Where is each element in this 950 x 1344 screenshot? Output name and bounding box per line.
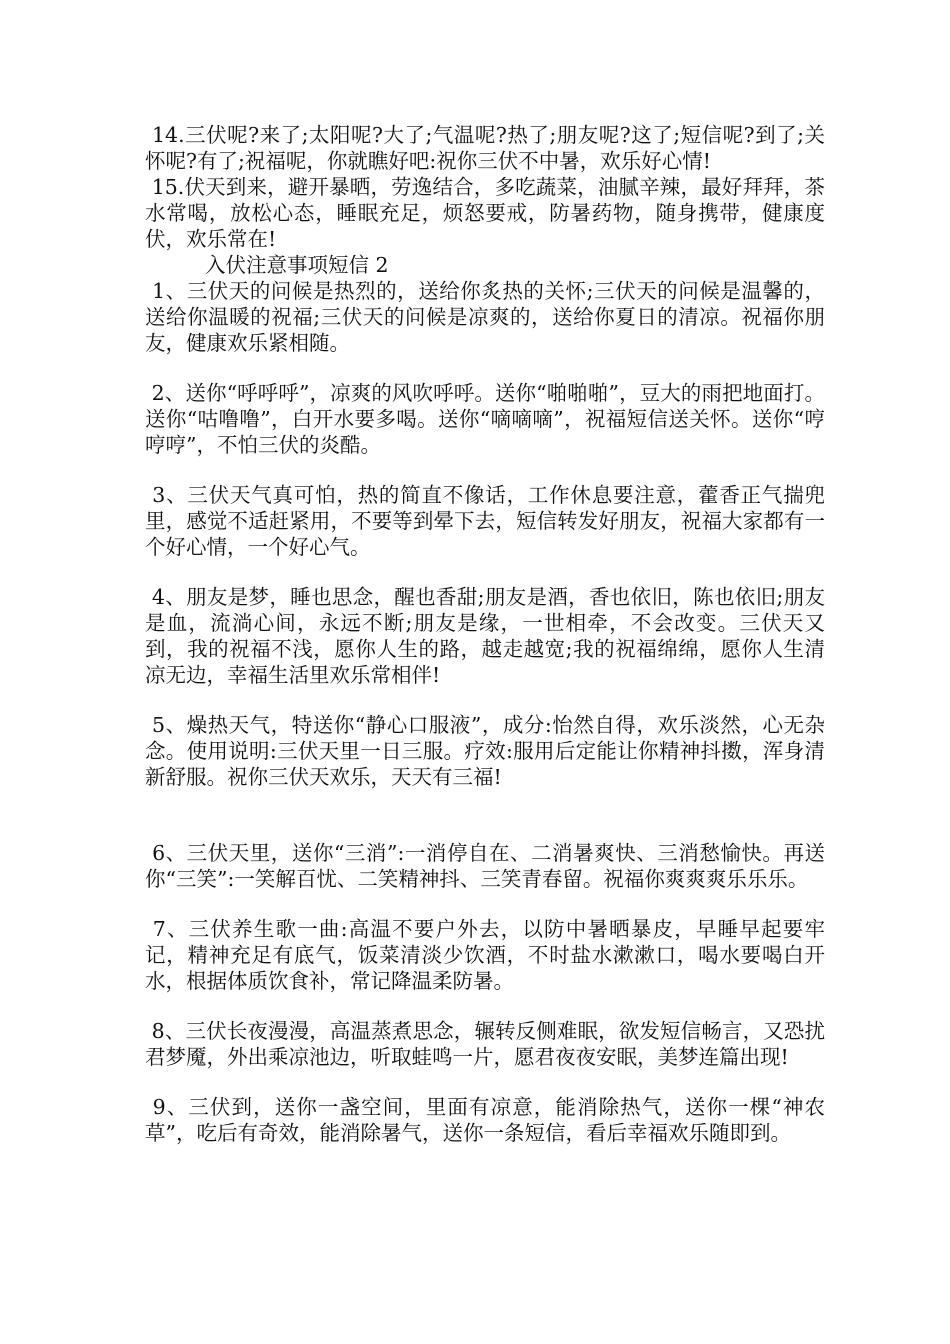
message-5: 5、燥热天气，特送你“静心口服液”，成分:怡然自得，欢乐淡然，心无杂念。使用说明:三伏天里一日三服。疗效:服用后定能让你精神抖擞，浑身清新舒服。祝你三伏天欢乐，天天有三福! [145,713,825,789]
message-7: 7、三伏养生歌一曲:高温不要户外去，以防中暑晒暴皮，早睡早起要牢记，精神充足有底气，饭菜清淡少饮酒，不时盐水漱漱口，喝水要喝白开水，根据体质饮食补，常记降温柔防暑。 [145,917,825,993]
message-1: 1、三伏天的问候是热烈的，送给你炙热的关怀;三伏天的问候是温馨的，送给你温暖的祝福;三伏天的问候是凉爽的，送给你夏日的清凉。祝福你朋友，健康欢乐紧相随。 [145,279,825,355]
message-9: 9、三伏到，送你一盏空间，里面有凉意，能消除热气，送你一棵“神农草”，吃后有奇效，能消除暑气，送你一条短信，看后幸福欢乐随即到。 [145,1095,825,1145]
message-4: 4、朋友是梦，睡也思念，醒也香甜;朋友是酒，香也依旧，陈也依旧;朋友是血，流淌心间，永远不断;朋友是缘，一世相牵，不会改变。三伏天又到，我的祝福不浅，愿你人生的路，越走越宽;我的祝福绵绵，愿你人生清凉无边，幸福生活里欢乐常相伴! [145,585,825,687]
message-6: 6、三伏天里，送你“三消”:一消停自在、二消暑爽快、三消愁愉快。再送你“三笑”:一笑解百忧、二笑精神抖、三笑青春留。祝福你爽爽爽乐乐乐。 [145,841,825,891]
intro-item-14: 14.三伏呢?来了;太阳呢?大了;气温呢?热了;朋友呢?这了;短信呢?到了;关怀呢?有了;祝福呢，你就瞧好吧:祝你三伏不中暑，欢乐好心情! [145,123,825,173]
section-title: 入伏注意事项短信 2 [205,253,389,277]
message-8: 8、三伏长夜漫漫，高温蒸煮思念，辗转反侧难眠，欲发短信畅言，又恐扰君梦魇，外出乘凉池边，听取蛙鸣一片，愿君夜夜安眠，美梦连篇出现! [145,1019,825,1069]
document-body [145,122,825,1146]
message-2: 2、送你“呼呼呼”，凉爽的风吹呼呼。送你“啪啪啪”，豆大的雨把地面打。送你“咕噜噜”，白开水要多喝。送你“嘀嘀嘀”，祝福短信送关怀。送你“哼哼哼”，不怕三伏的炎酷。 [145,381,825,457]
intro-item-15: 15.伏天到来，避开暴晒，劳逸结合，多吃蔬菜，油腻辛辣，最好拜拜，茶水常喝，放松心态，睡眠充足，烦怒要戒，防暑药物，随身携带，健康度伏，欢乐常在! [145,175,825,251]
message-3: 3、三伏天气真可怕，热的简直不像话，工作休息要注意，藿香正气揣兜里，感觉不适赶紧用，不要等到晕下去，短信转发好朋友，祝福大家都有一个好心情，一个好心气。 [145,483,825,559]
